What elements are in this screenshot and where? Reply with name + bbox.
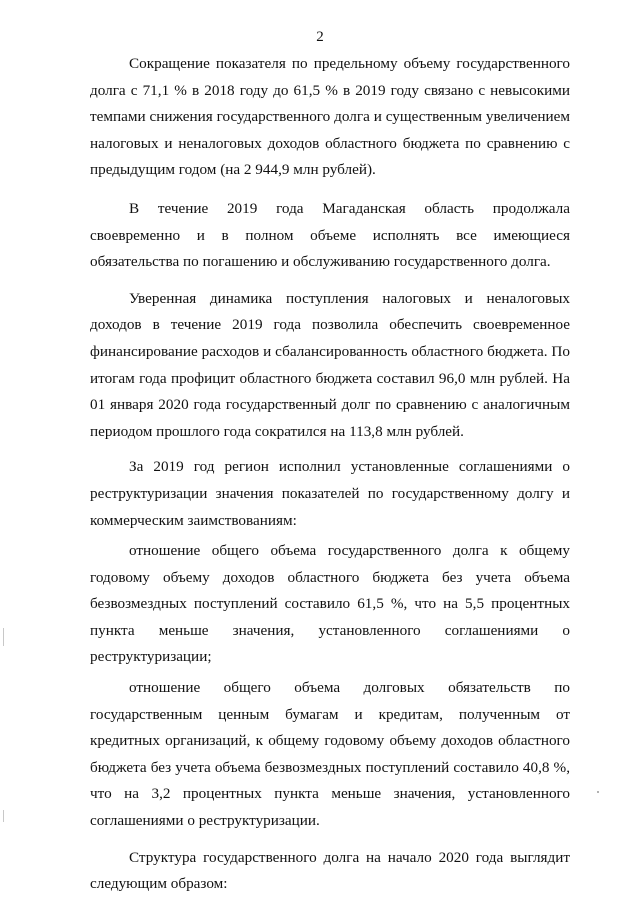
scan-edge-mark: [3, 810, 4, 822]
paragraph-market-debt-ratio: отношение общего объема долговых обязательств по государственным ценным бумагам и кредитам, полученным от кредитных организаций, к общему годовому объему доходов областного бюджета без учета объема безвозмездных поступлений составило 40,8 %, что на 3,2 процентных пункта меньше значения, установленного соглашениями о реструктуризации.: [90, 679, 570, 830]
document-body: [90, 51, 570, 898]
paragraph-revenue-dynamics: Уверенная динамика поступления налоговых и неналоговых доходов в течение 2019 года позволила обеспечить своевременное финансирование расходов и сбалансированность областного бюджета. По итогам года профицит областного бюджета составил 96,0 млн рублей. На 01 января 2020 года государственный долг по сравнению с аналогичным периодом прошлого года сократился на 113,8 млн рублей.: [90, 289, 570, 440]
paragraph-debt-structure-intro: Структура государственного долга на начало 2020 года выглядит следующим образом:: [90, 848, 570, 893]
scan-edge-mark: [3, 628, 4, 646]
paragraph-total-debt-ratio: отношение общего объема государственного долга к общему годовому объему доходов областного бюджета без учета объема безвозмездных поступлений составило 61,5 %, что на 5,5 процентных пункта меньше значения, установленного соглашениями о реструктуризации;: [90, 542, 570, 666]
paragraph-restructuring-indicators: За 2019 год регион исполнил установленные соглашениями о реструктуризации значения показателей по государственному долгу и коммерческим заимствованиям:: [90, 458, 570, 529]
page-number: 2: [316, 29, 324, 45]
scan-speck: [597, 791, 599, 793]
paragraph-debt-obligations: В течение 2019 года Магаданская область продолжала своевременно и в полном объеме исполнять все имеющиеся обязательства по погашению и обслуживанию государственного долга.: [90, 199, 570, 271]
paragraph-debt-limit-reduction: Сокращение показателя по предельному объему государственного долга с 71,1 % в 2018 году до 61,5 % в 2019 году связано с невысокими темпами снижения государственного долга и существенным увеличением налоговых и неналоговых доходов областного бюджета по сравнению с предыдущим годом (на 2 944,9 млн рублей).: [90, 55, 570, 179]
